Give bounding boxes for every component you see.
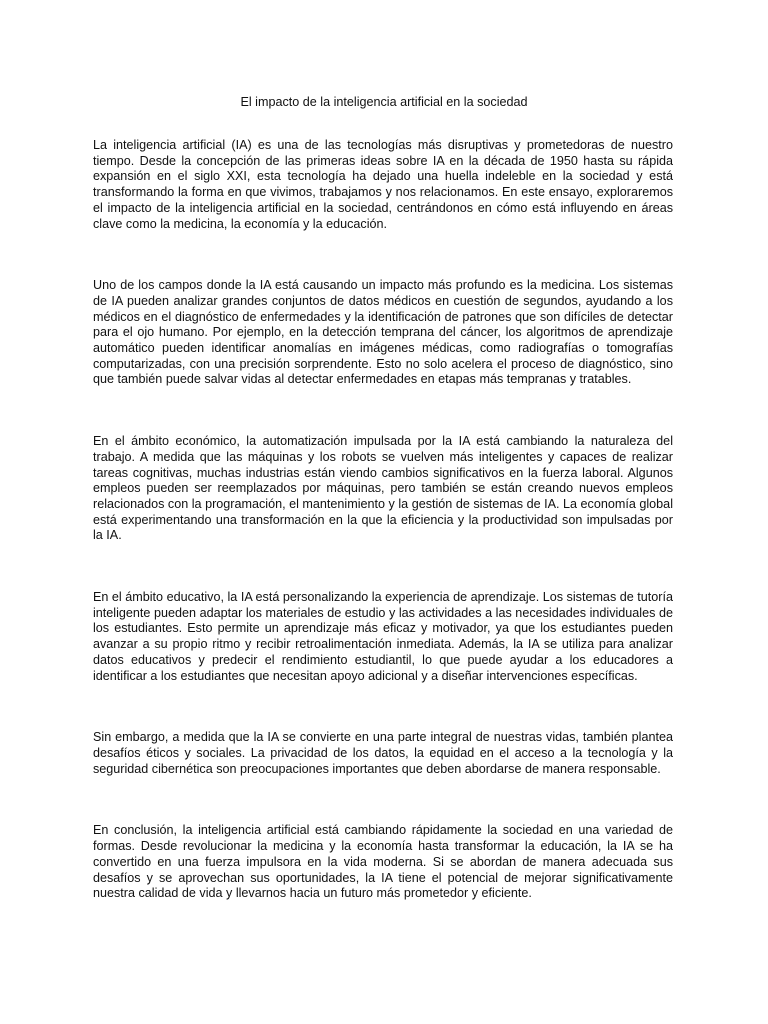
paragraph-medicine: Uno de los campos donde la IA está causando un impacto más profundo es la medicina. Los sistemas de IA pueden analizar grandes conjuntos de datos médicos en cuestión de segundos, ayudando a los médicos en el diagnóstico de enfermedades y la identificación de patrones que son difíciles de detectar para el ojo humano. Por ejemplo, en la detección temprana del cáncer, los algoritmos de aprendizaje automático pueden identificar anomalías en imágenes médicas, como radiografías o tomografías computarizadas, con una precisión sorprendente. Esto no solo acelera el proceso de diagnóstico, sino que también puede salvar vidas al detectar enfermedades en etapas más tempranas y tratables. [93,278,673,387]
paragraph-conclusion: En conclusión, la inteligencia artificial está cambiando rápidamente la sociedad en una variedad de formas. Desde revolucionar la medicina y la economía hasta transformar la educación, la IA se ha convertido en una fuerza impulsora en la vida moderna. Si se abordan de manera adecuada sus desafíos y se aprovechan sus oportunidades, la IA tiene el potencial de mejorar significativamente nuestra calidad de vida y llevarnos hacia un futuro más prometedor y eficiente. [93,823,673,901]
paragraph-introduction: La inteligencia artificial (IA) es una de las tecnologías más disruptivas y prometedoras de nuestro tiempo. Desde la concepción de las primeras ideas sobre IA en la década de 1950 hasta su rápida expansión en el siglo XXI, esta tecnología ha dejado una huella indeleble en la sociedad y está transformando la forma en que vivimos, trabajamos y nos relacionamos. En este ensayo, exploraremos el impacto de la inteligencia artificial en la sociedad, centrándonos en cómo está influyendo en áreas clave como la medicina, la economía y la educación. [93,138,673,231]
paragraph-challenges: Sin embargo, a medida que la IA se convierte en una parte integral de nuestras vidas, también plantea desafíos éticos y sociales. La privacidad de los datos, la equidad en el acceso a la tecnología y la seguridad cibernética son preocupaciones importantes que deben abordarse de manera responsable. [93,730,673,776]
paragraph-education: En el ámbito educativo, la IA está personalizando la experiencia de aprendizaje. Los sistemas de tutoría inteligente pueden adaptar los materiales de estudio y las actividades a las necesidades individuales de los estudiantes. Esto permite un aprendizaje más eficaz y motivador, ya que los estudiantes pueden avanzar a su propio ritmo y recibir retroalimentación inmediata. Además, la IA se utiliza para analizar datos educativos y predecir el rendimiento estudiantil, lo que puede ayudar a los educadores a identificar a los estudiantes que necesitan apoyo adicional y a diseñar intervenciones específicas. [93,590,673,683]
paragraph-economy: En el ámbito económico, la automatización impulsada por la IA está cambiando la naturaleza del trabajo. A medida que las máquinas y los robots se vuelven más inteligentes y capaces de realizar tareas cognitivas, muchas industrias están viendo cambios significativos en la fuerza laboral. Algunos empleos pueden ser reemplazados por máquinas, pero también se están creando nuevos empleos relacionados con la programación, el mantenimiento y la gestión de sistemas de IA. La economía global está experimentando una transformación en la que la eficiencia y la productividad son impulsadas por la IA. [93,434,673,543]
document-body [93,138,673,948]
document-title: El impacto de la inteligencia artificial en la sociedad [240,95,528,109]
